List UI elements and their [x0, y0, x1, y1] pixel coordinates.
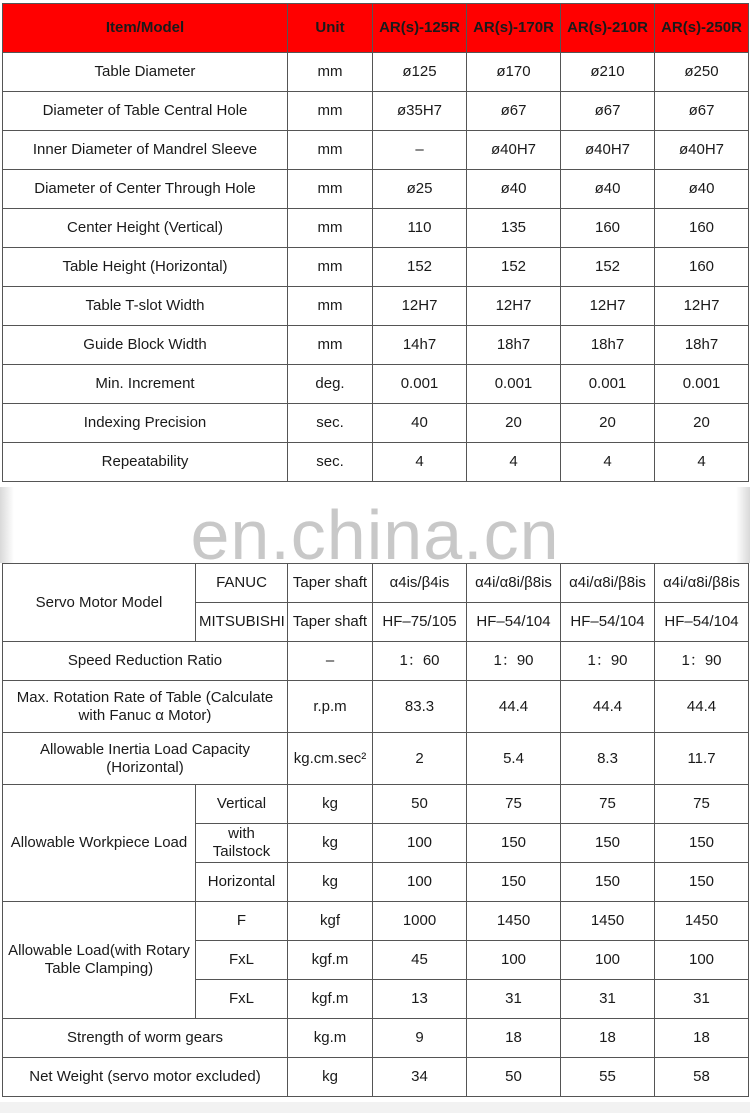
row-value: 0.001	[467, 365, 561, 404]
row-item: Allowable Load(with Rotary Table Clamping)	[3, 902, 196, 1019]
row-subitem: with Tailstock	[196, 824, 288, 863]
row-value: 152	[467, 248, 561, 287]
header-model: AR(s)-125R	[373, 4, 467, 53]
row-unit: –	[288, 642, 373, 681]
spec-table-bottom	[2, 563, 749, 1097]
row-subitem: FxL	[196, 980, 288, 1019]
row-value: 1450	[561, 902, 655, 941]
row-value: 12H7	[373, 287, 467, 326]
table-row	[3, 365, 749, 404]
table-row	[3, 404, 749, 443]
row-value: 18h7	[655, 326, 749, 365]
table-row	[3, 53, 749, 92]
row-value: 31	[467, 980, 561, 1019]
row-value: ø40	[655, 170, 749, 209]
table-row	[3, 681, 749, 733]
row-value: 1：90	[467, 642, 561, 681]
row-value: α4i/α8i/β8is	[561, 564, 655, 603]
row-value: ø25	[373, 170, 467, 209]
row-unit: kgf	[288, 902, 373, 941]
row-unit: mm	[288, 92, 373, 131]
row-unit: sec.	[288, 404, 373, 443]
row-value: 1000	[373, 902, 467, 941]
row-value: 4	[467, 443, 561, 482]
row-value: 5.4	[467, 733, 561, 785]
row-value: –	[373, 131, 467, 170]
row-value: HF–54/104	[655, 603, 749, 642]
table-row	[3, 1019, 749, 1058]
row-unit: kg.cm.sec²	[288, 733, 373, 785]
row-value: 4	[373, 443, 467, 482]
row-value: 1：90	[655, 642, 749, 681]
table-row	[3, 248, 749, 287]
row-value: 75	[561, 785, 655, 824]
row-value: 83.3	[373, 681, 467, 733]
row-value: 12H7	[561, 287, 655, 326]
row-value: 18	[561, 1019, 655, 1058]
table-row	[3, 443, 749, 482]
row-value: ø250	[655, 53, 749, 92]
row-value: 45	[373, 941, 467, 980]
row-value: ø40H7	[561, 131, 655, 170]
table-row	[3, 733, 749, 785]
row-item: Indexing Precision	[3, 404, 288, 443]
row-value: 9	[373, 1019, 467, 1058]
row-value: 2	[373, 733, 467, 785]
row-value: HF–54/104	[561, 603, 655, 642]
row-value: 0.001	[655, 365, 749, 404]
row-value: 11.7	[655, 733, 749, 785]
row-value: 20	[655, 404, 749, 443]
row-value: 100	[655, 941, 749, 980]
row-value: 55	[561, 1058, 655, 1097]
row-unit: sec.	[288, 443, 373, 482]
row-unit: kg.m	[288, 1019, 373, 1058]
row-item: Inner Diameter of Mandrel Sleeve	[3, 131, 288, 170]
row-value: ø67	[467, 92, 561, 131]
row-unit: mm	[288, 248, 373, 287]
row-value: ø125	[373, 53, 467, 92]
row-item: Guide Block Width	[3, 326, 288, 365]
row-unit: mm	[288, 131, 373, 170]
row-value: ø40H7	[467, 131, 561, 170]
row-item: Table Diameter	[3, 53, 288, 92]
row-value: 44.4	[655, 681, 749, 733]
row-subitem: F	[196, 902, 288, 941]
row-unit: kgf.m	[288, 980, 373, 1019]
row-value: 160	[561, 209, 655, 248]
row-value: 152	[373, 248, 467, 287]
row-value: 75	[655, 785, 749, 824]
row-value: 160	[655, 209, 749, 248]
row-value: 100	[467, 941, 561, 980]
row-value: 18h7	[467, 326, 561, 365]
row-item: Strength of worm gears	[3, 1019, 288, 1058]
row-value: 12H7	[467, 287, 561, 326]
row-value: 13	[373, 980, 467, 1019]
row-unit: mm	[288, 170, 373, 209]
header-model: AR(s)-210R	[561, 4, 655, 53]
row-value: HF–75/105	[373, 603, 467, 642]
row-value: 0.001	[373, 365, 467, 404]
table-row	[3, 131, 749, 170]
row-value: 150	[561, 863, 655, 902]
row-value: 152	[561, 248, 655, 287]
row-value: 14h7	[373, 326, 467, 365]
row-value: 44.4	[561, 681, 655, 733]
row-value: 150	[467, 863, 561, 902]
row-value: α4i/α8i/β8is	[655, 564, 749, 603]
table-row	[3, 642, 749, 681]
row-item: Allowable Workpiece Load	[3, 785, 196, 902]
row-item: Diameter of Table Central Hole	[3, 92, 288, 131]
row-value: ø35H7	[373, 92, 467, 131]
row-unit: Taper shaft	[288, 603, 373, 642]
watermark-text: en.china.cn	[190, 496, 560, 574]
row-subitem: FxL	[196, 941, 288, 980]
spec-table-top	[2, 3, 749, 482]
row-value: 18	[655, 1019, 749, 1058]
table-row	[3, 92, 749, 131]
row-item: Net Weight (servo motor excluded)	[3, 1058, 288, 1097]
row-value: 100	[373, 863, 467, 902]
header-model: AR(s)-250R	[655, 4, 749, 53]
row-unit: r.p.m	[288, 681, 373, 733]
row-value: ø40	[561, 170, 655, 209]
row-value: α4i/α8i/β8is	[467, 564, 561, 603]
row-value: 135	[467, 209, 561, 248]
row-value: 1：60	[373, 642, 467, 681]
row-subitem: MITSUBISHI	[196, 603, 288, 642]
row-value: 18h7	[561, 326, 655, 365]
row-value: 150	[467, 824, 561, 863]
row-value: 150	[561, 824, 655, 863]
table-row	[3, 1058, 749, 1097]
table-row	[3, 326, 749, 365]
row-unit: mm	[288, 209, 373, 248]
row-item: Diameter of Center Through Hole	[3, 170, 288, 209]
row-value: ø40H7	[655, 131, 749, 170]
row-value: 8.3	[561, 733, 655, 785]
row-unit: Taper shaft	[288, 564, 373, 603]
row-subitem: FANUC	[196, 564, 288, 603]
table-row	[3, 785, 749, 824]
row-item: Speed Reduction Ratio	[3, 642, 288, 681]
row-value: 50	[373, 785, 467, 824]
row-item: Table T-slot Width	[3, 287, 288, 326]
row-value: 44.4	[467, 681, 561, 733]
row-value: 0.001	[561, 365, 655, 404]
row-value: α4is/β4is	[373, 564, 467, 603]
row-value: 34	[373, 1058, 467, 1097]
row-item: Max. Rotation Rate of Table (Calculate with Fanuc α Motor)	[3, 681, 288, 733]
row-value: ø67	[561, 92, 655, 131]
row-value: 4	[655, 443, 749, 482]
row-unit: kg	[288, 824, 373, 863]
row-item: Allowable Inertia Load Capacity (Horizontal)	[3, 733, 288, 785]
row-value: 160	[655, 248, 749, 287]
row-item: Min. Increment	[3, 365, 288, 404]
row-item: Table Height (Horizontal)	[3, 248, 288, 287]
row-value: ø67	[655, 92, 749, 131]
row-unit: kg	[288, 1058, 373, 1097]
row-value: 1450	[467, 902, 561, 941]
row-unit: kgf.m	[288, 941, 373, 980]
row-value: 150	[655, 863, 749, 902]
row-item: Servo Motor Model	[3, 564, 196, 642]
row-unit: deg.	[288, 365, 373, 404]
row-value: ø40	[467, 170, 561, 209]
table-row	[3, 209, 749, 248]
row-value: 18	[467, 1019, 561, 1058]
row-value: HF–54/104	[467, 603, 561, 642]
row-value: 75	[467, 785, 561, 824]
row-value: ø170	[467, 53, 561, 92]
table-row	[3, 287, 749, 326]
row-value: 40	[373, 404, 467, 443]
row-value: ø210	[561, 53, 655, 92]
row-value: 12H7	[655, 287, 749, 326]
row-value: 1：90	[561, 642, 655, 681]
header-row	[3, 4, 749, 53]
row-value: 100	[373, 824, 467, 863]
row-value: 31	[655, 980, 749, 1019]
bottom-band	[0, 1102, 750, 1113]
header-model: AR(s)-170R	[467, 4, 561, 53]
row-subitem: Horizontal	[196, 863, 288, 902]
row-unit: mm	[288, 287, 373, 326]
row-value: 31	[561, 980, 655, 1019]
row-unit: kg	[288, 785, 373, 824]
row-item: Center Height (Vertical)	[3, 209, 288, 248]
row-value: 50	[467, 1058, 561, 1097]
row-value: 100	[561, 941, 655, 980]
row-value: 110	[373, 209, 467, 248]
row-unit: mm	[288, 53, 373, 92]
row-value: 58	[655, 1058, 749, 1097]
row-unit: mm	[288, 326, 373, 365]
row-value: 20	[467, 404, 561, 443]
row-item: Repeatability	[3, 443, 288, 482]
table-row	[3, 170, 749, 209]
header-item: Item/Model	[3, 4, 288, 53]
header-unit: Unit	[288, 4, 373, 53]
row-value: 150	[655, 824, 749, 863]
row-unit: kg	[288, 863, 373, 902]
table-row	[3, 564, 749, 603]
row-value: 4	[561, 443, 655, 482]
table-row	[3, 902, 749, 941]
row-value: 1450	[655, 902, 749, 941]
row-value: 20	[561, 404, 655, 443]
row-subitem: Vertical	[196, 785, 288, 824]
